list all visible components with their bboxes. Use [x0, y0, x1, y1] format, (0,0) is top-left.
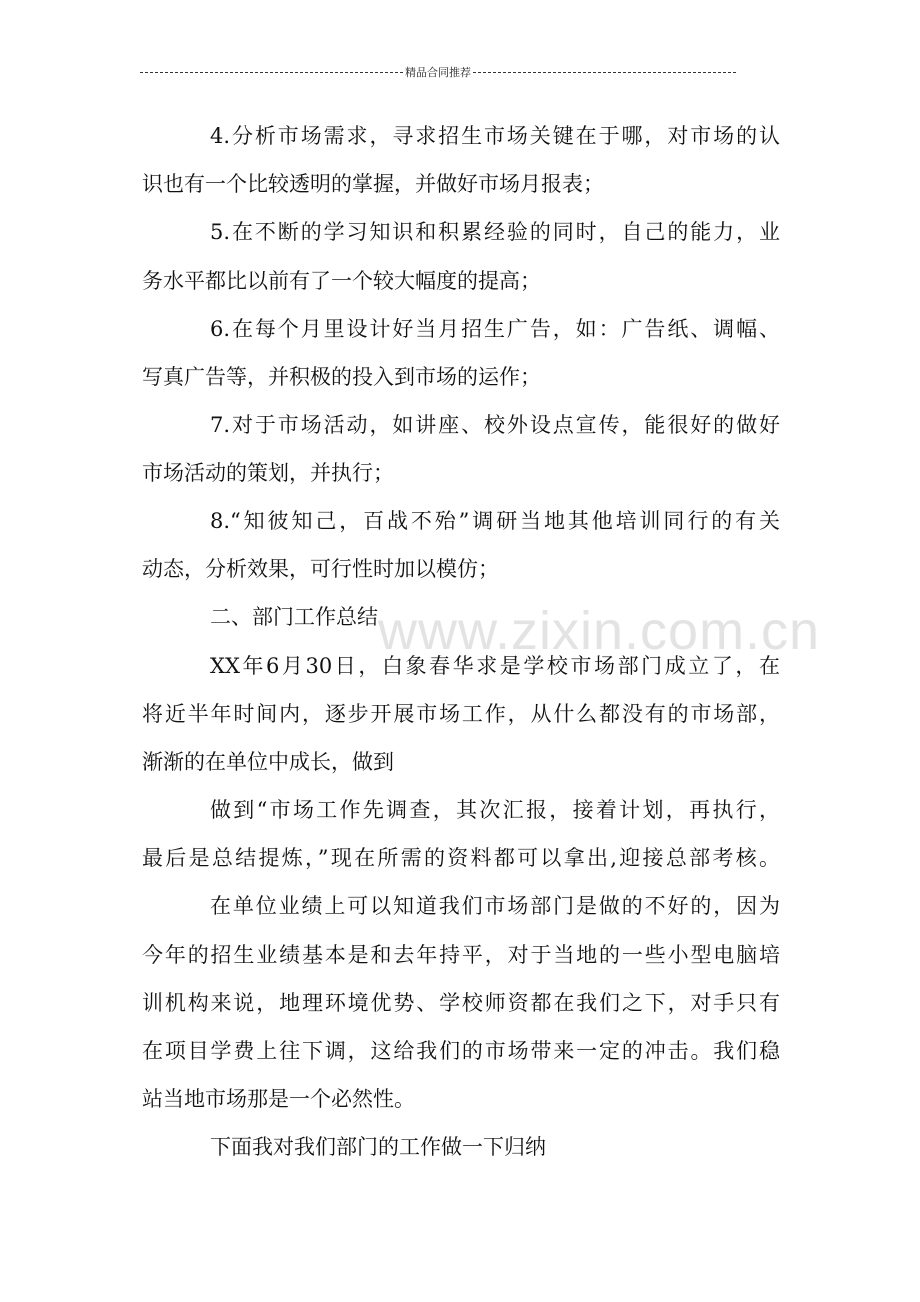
paragraph-line: 市场活动的策划，并执行；: [142, 461, 394, 485]
paragraph-line: 识也有一个比较透明的掌握，并做好市场月报表；: [142, 172, 604, 196]
section-heading: 二、部门工作总结: [210, 605, 378, 629]
paragraph-line: 7.对于市场活动，如讲座、校外设点宣传，能很好的做好: [210, 413, 780, 437]
paragraph-line: 站当地市场那是一个必然性。: [142, 1087, 415, 1111]
paragraph-line: 5.在不断的学习知识和积累经验的同时，自己的能力，业: [210, 220, 780, 244]
paragraph-line: 将近半年时间内，逐步开展市场工作，从什么都没有的市场部，: [142, 702, 780, 726]
header-rule-left: [140, 72, 403, 73]
header-title: 精品合同推荐: [405, 66, 471, 79]
paragraph-line: 写真广告等，并积极的投入到市场的运作；: [142, 365, 541, 389]
paragraph-line: 4.分析市场需求，寻求招生市场关键在于哪，对市场的认: [210, 124, 780, 148]
watermark: www.zixin.com.cn: [378, 601, 821, 661]
paragraph-line: 下面我对我们部门的工作做一下归纳: [210, 1135, 546, 1159]
paragraph-line: 渐渐的在单位中成长，做到: [142, 750, 394, 774]
paragraph-line: 6.在每个月里设计好当月招生广告，如：广告纸、调幅、: [210, 317, 780, 341]
paragraph-line: 动态，分析效果，可行性时加以模仿；: [142, 557, 499, 581]
paragraph-line: 训机构来说，地理环境优势、学校师资都在我们之下，对手只有: [142, 991, 780, 1015]
page-header: [140, 62, 736, 82]
paragraph-line: 务水平都比以前有了一个较大幅度的提高；: [142, 269, 541, 293]
header-rule-right: [473, 72, 736, 73]
paragraph-line: 最后是总结提炼，”现在所需的资料都可以拿出,迎接总部考核。: [142, 846, 780, 870]
paragraph-line: XX年6月30日，白象春华求是学校市场部门成立了，在: [210, 654, 780, 678]
paragraph-line: 在项目学费上往下调，这给我们的市场带来一定的冲击。我们稳: [142, 1039, 780, 1063]
paragraph-line: 做到“市场工作先调查，其次汇报，接着计划，再执行，: [210, 798, 780, 822]
paragraph-line: 8.“知彼知己，百战不殆”调研当地其他培训同行的有关: [210, 509, 780, 533]
paragraph-line: 今年的招生业绩基本是和去年持平，对于当地的一些小型电脑培: [142, 943, 780, 967]
paragraph-line: 在单位业绩上可以知道我们市场部门是做的不好的，因为: [210, 894, 780, 918]
